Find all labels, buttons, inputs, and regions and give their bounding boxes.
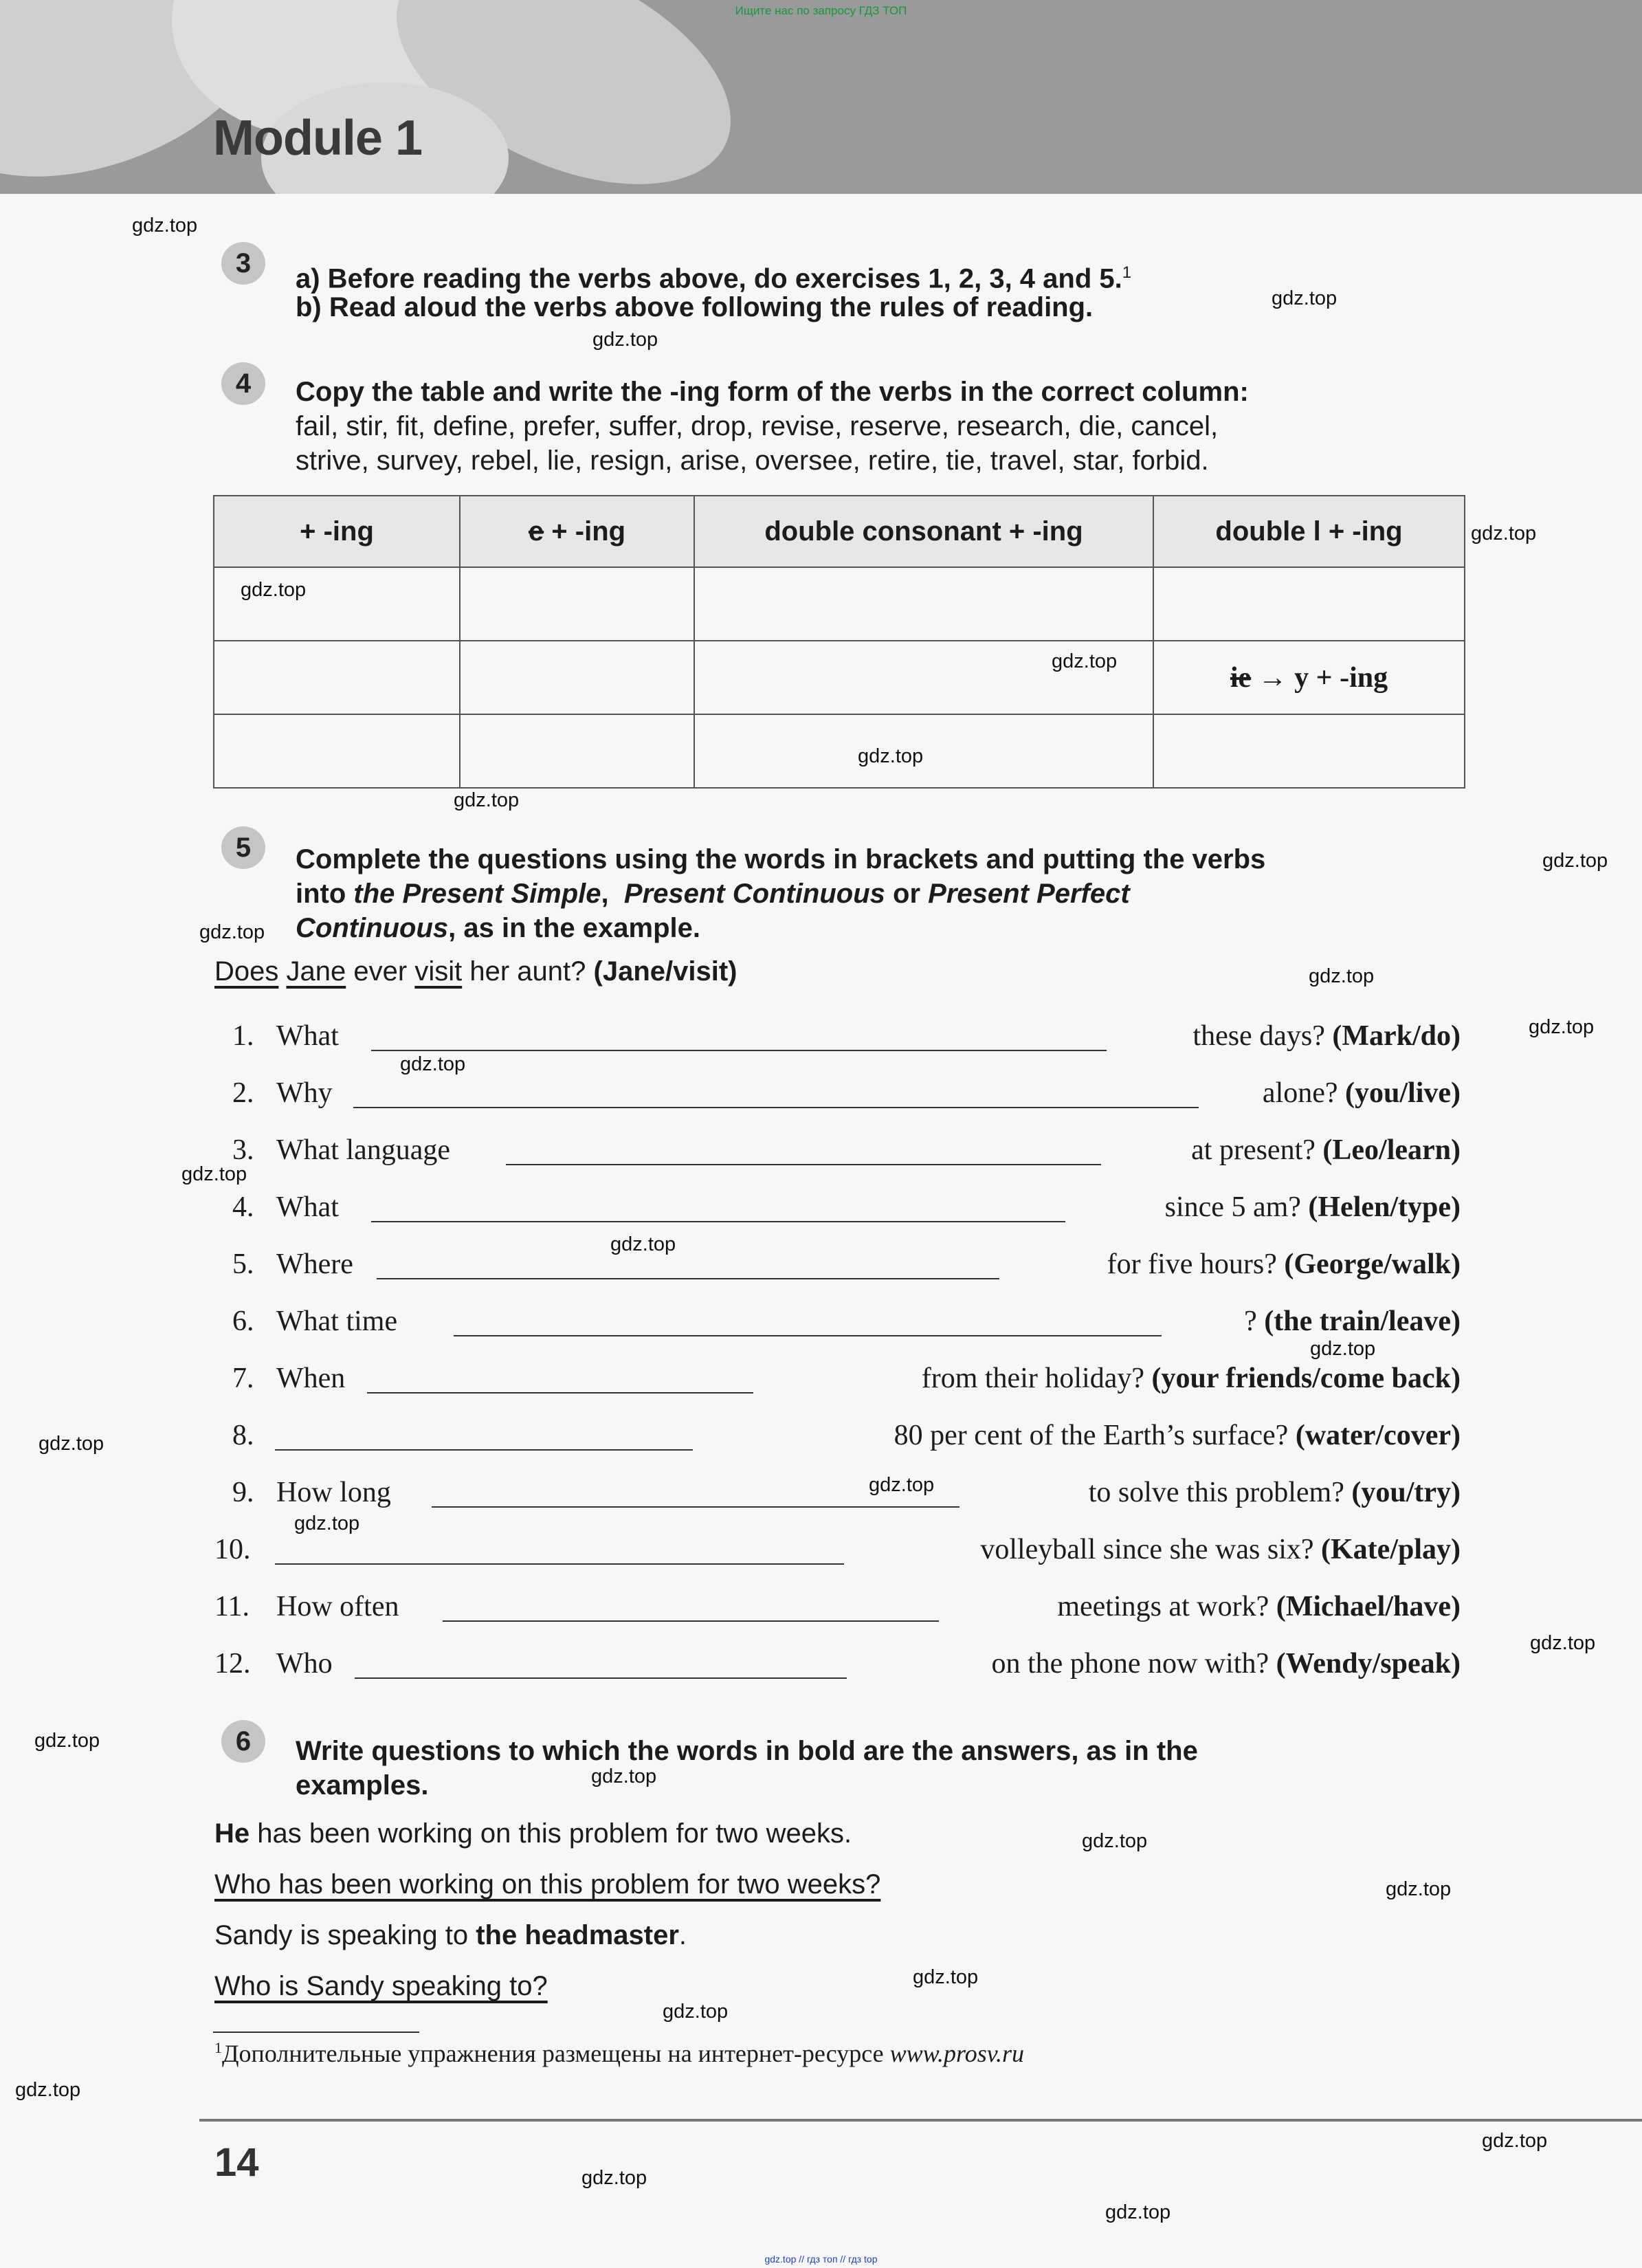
tense-continuous: Continuous	[296, 913, 449, 943]
question-end	[1107, 1248, 1461, 1281]
watermark: gdz.top	[663, 2001, 729, 2023]
watermark: gdz.top	[1386, 1878, 1452, 1900]
example-ever: ever	[353, 956, 408, 987]
footer-divider	[199, 2119, 1642, 2122]
watermark: gdz.top	[454, 789, 520, 811]
instruction-or: or	[885, 879, 929, 909]
question-hint: (water/cover)	[1295, 1420, 1461, 1451]
question-hint: (you/try)	[1351, 1477, 1461, 1508]
footnote-divider	[213, 2032, 419, 2033]
exercise-number-badge: 3	[221, 242, 265, 285]
exercise-number-badge: 4	[221, 362, 265, 405]
watermark: gdz.top	[858, 745, 924, 767]
table-cell	[214, 641, 460, 714]
watermark: gdz.top	[1052, 650, 1118, 672]
question-number: 8.	[232, 1420, 254, 1451]
column-header-plus-ing: + -ing	[214, 496, 460, 567]
question-end	[992, 1647, 1461, 1680]
question-start: What time	[276, 1306, 398, 1337]
watermark: gdz.top	[1105, 2201, 1171, 2223]
exercise-6-instruction-line2: examples.	[296, 1770, 429, 1801]
question-number: 12.	[214, 1648, 251, 1680]
question-hint: (Leo/learn)	[1322, 1134, 1461, 1166]
exercise-4-verb-list: fail, stir, fit, define, prefer, suffer, drop, revise, reserve, research, die, cancel,	[296, 411, 1219, 441]
strikethrough-e: e	[528, 516, 544, 547]
table-row	[214, 714, 1465, 788]
watermark: gdz.top	[132, 214, 198, 236]
ie-y-ing-rule: → y + -ing	[1251, 661, 1388, 694]
example-sentence-rest: has been working on this problem for two weeks.	[249, 1818, 852, 1849]
question-end-text: alone?	[1262, 1077, 1338, 1109]
watermark: gdz.top	[591, 1765, 657, 1787]
column-header-double-l: double l + -ing	[1153, 496, 1465, 567]
exercise-6-instruction-line1: Write questions to which the words in bold are the answers, as in the	[296, 1736, 1198, 1766]
watermark: gdz.top	[610, 1233, 676, 1255]
example-jane: Jane	[286, 956, 346, 987]
question-end	[1192, 1020, 1461, 1053]
watermark: gdz.top	[1530, 1632, 1596, 1654]
watermark: gdz.top	[199, 921, 265, 943]
footnote	[214, 2039, 1024, 2068]
watermark: gdz.top	[181, 1163, 247, 1185]
answer-blank[interactable]	[355, 1677, 847, 1679]
question-end-text: these days?	[1192, 1020, 1325, 1052]
watermark: gdz.top	[34, 1730, 100, 1752]
question-start: When	[276, 1363, 346, 1394]
table-cell	[460, 567, 694, 641]
question-end	[1191, 1134, 1461, 1167]
question-end-text: at present?	[1191, 1134, 1316, 1166]
footnote-link[interactable]: www.prosv.ru	[889, 2040, 1025, 2067]
question-start: Who	[276, 1648, 333, 1680]
question-end	[980, 1533, 1461, 1566]
answer-blank[interactable]	[275, 1563, 844, 1565]
question-end-text: from their holiday?	[921, 1363, 1144, 1394]
exercise-6-example-1	[214, 1816, 852, 1851]
tense-present-simple: the Present Simple	[353, 879, 601, 909]
question-end-text: for five hours?	[1107, 1248, 1277, 1280]
exercise-5-instruction-line3	[296, 911, 700, 945]
example-bold-phrase: the headmaster	[476, 1920, 679, 1950]
exercise-number-badge: 5	[221, 826, 265, 869]
module-title: Module 1	[213, 111, 423, 166]
question-end	[922, 1362, 1461, 1395]
table-cell	[1153, 567, 1465, 641]
question-hint: (Wendy/speak)	[1276, 1648, 1461, 1680]
exercise-6-example-2-answer: Who is Sandy speaking to?	[214, 1971, 548, 2001]
watermark: gdz.top	[1309, 965, 1375, 987]
question-hint: (Helen/type)	[1308, 1191, 1461, 1223]
question-number: 7.	[232, 1363, 254, 1394]
watermark: gdz.top	[1272, 287, 1338, 309]
question-start: How long	[276, 1477, 391, 1508]
answer-blank[interactable]	[371, 1221, 1065, 1222]
question-number: 1.	[232, 1020, 254, 1052]
answer-blank[interactable]	[367, 1392, 753, 1394]
example-does: Does	[214, 956, 279, 987]
exercise-5-instruction-line2: into the Present Simple, Present Continuous or Present Perfect	[296, 879, 1130, 909]
question-end	[1263, 1077, 1461, 1110]
question-number: 10.	[214, 1534, 251, 1565]
question-number: 6.	[232, 1306, 254, 1337]
watermark: gdz.top	[1471, 522, 1537, 544]
answer-blank[interactable]	[506, 1164, 1101, 1165]
question-end	[1165, 1191, 1461, 1224]
watermark: gdz.top	[1310, 1338, 1376, 1360]
question-start: What	[276, 1191, 339, 1223]
question-number: 9.	[232, 1477, 254, 1508]
watermark: gdz.top	[38, 1433, 104, 1455]
example-sentence-end: .	[678, 1920, 687, 1950]
footnote-number: 1	[214, 2039, 222, 2056]
example-hint: (Jane/visit)	[593, 956, 737, 987]
question-hint: (Mark/do)	[1332, 1020, 1461, 1052]
exercise-4-verb-list: strive, survey, rebel, lie, resign, arise, oversee, retire, tie, travel, star, forbid.	[296, 445, 1209, 476]
question-number: 4.	[232, 1191, 254, 1223]
site-banner[interactable]: Ищите нас по запросу ГДЗ ТОП	[735, 4, 907, 17]
watermark: gdz.top	[592, 329, 658, 351]
instruction-into: into	[296, 879, 354, 909]
tense-present-perfect: Present Perfect	[928, 879, 1130, 909]
table-cell	[214, 714, 460, 788]
watermark: gdz.top	[581, 2167, 647, 2189]
question-number: 11.	[214, 1591, 249, 1622]
exercise-6-example-1-answer: Who has been working on this problem for two weeks?	[214, 1869, 881, 1900]
question-number: 5.	[232, 1248, 254, 1280]
watermark: gdz.top	[241, 579, 307, 601]
page-number: 14	[214, 2140, 259, 2185]
watermark: gdz.top	[913, 1966, 979, 1988]
question-hint: (Michael/have)	[1276, 1591, 1461, 1622]
exercise-3-part-b: b) Read aloud the verbs above following the rules of reading.	[296, 292, 1094, 322]
table-cell-ie-y-ing	[1153, 641, 1465, 714]
footnote-text: Дополнительные упражнения размещены на интернет-ресурсе	[222, 2040, 890, 2067]
question-end	[894, 1419, 1461, 1452]
question-number: 2.	[232, 1077, 254, 1109]
question-start: How often	[276, 1591, 399, 1622]
answer-blank[interactable]	[454, 1335, 1162, 1336]
question-end-text: 80 per cent of the Earth’s surface?	[894, 1420, 1289, 1451]
question-end-text: on the phone now with?	[991, 1648, 1269, 1680]
question-end-text: meetings at work?	[1057, 1591, 1269, 1622]
question-end	[1057, 1590, 1461, 1623]
table-header-row	[214, 496, 1465, 567]
table-row	[214, 641, 1465, 714]
table-cell	[214, 567, 460, 641]
exercise-6-example-2	[214, 1918, 687, 1952]
strikethrough-ie: ie	[1230, 661, 1252, 694]
question-start: Where	[276, 1248, 353, 1280]
question-number: 3.	[232, 1134, 254, 1166]
watermark: gdz.top	[294, 1512, 360, 1534]
example-bold-word: He	[214, 1818, 250, 1849]
question-hint: (Kate/play)	[1321, 1534, 1461, 1565]
watermark: gdz.top	[400, 1053, 466, 1075]
question-end	[1089, 1476, 1461, 1509]
answer-blank[interactable]	[275, 1449, 693, 1451]
question-end-text: ?	[1244, 1306, 1257, 1337]
answer-blank[interactable]	[377, 1278, 999, 1279]
instruction-end: , as in the example.	[448, 913, 700, 943]
answer-blank[interactable]	[371, 1050, 1107, 1051]
question-end	[1244, 1305, 1461, 1338]
question-end-text: volleyball since she was six?	[980, 1534, 1314, 1565]
question-hint: (your friends/come back)	[1151, 1363, 1461, 1394]
question-start: Why	[276, 1077, 333, 1109]
exercise-4-instruction: Copy the table and write the -ing form of the verbs in the correct column:	[296, 377, 1249, 407]
exercise-5-example	[214, 954, 737, 989]
watermark: gdz.top	[1082, 1830, 1148, 1852]
answer-blank[interactable]	[353, 1107, 1199, 1108]
footnote-mark: 1	[1122, 263, 1132, 282]
example-sentence-start: Sandy is speaking to	[214, 1920, 476, 1950]
exercise-number-badge: 6	[221, 1720, 265, 1763]
question-end-text: to solve this problem?	[1088, 1477, 1344, 1508]
example-rest: her aunt?	[469, 956, 586, 987]
bottom-site-links[interactable]: gdz.top // гдз топ // гдз top	[764, 2254, 878, 2265]
watermark: gdz.top	[1482, 2130, 1548, 2152]
column-header-drop-e-suffix: + -ing	[544, 516, 626, 547]
question-start: What language	[276, 1134, 451, 1166]
ing-form-table	[213, 495, 1465, 789]
example-visit: visit	[414, 956, 463, 987]
table-cell	[694, 567, 1153, 641]
table-cell	[1153, 714, 1465, 788]
table-cell	[694, 714, 1153, 788]
watermark: gdz.top	[869, 1474, 935, 1496]
answer-blank[interactable]	[432, 1506, 959, 1508]
tense-present-continuous: Present Continuous	[623, 879, 885, 909]
watermark: gdz.top	[1529, 1016, 1595, 1038]
table-cell	[460, 714, 694, 788]
exercise-5-instruction-line1: Complete the questions using the words in brackets and putting the verbs	[296, 844, 1266, 874]
table-cell	[460, 641, 694, 714]
question-hint: (you/live)	[1345, 1077, 1461, 1109]
table-row	[214, 567, 1465, 641]
column-header-drop-e-ing	[460, 496, 694, 567]
watermark: gdz.top	[1542, 850, 1608, 872]
question-hint: (George/walk)	[1284, 1248, 1461, 1280]
exercise-3-part-a-text: a) Before reading the verbs above, do exercises 1, 2, 3, 4 and 5.	[296, 263, 1122, 294]
answer-blank[interactable]	[443, 1620, 939, 1622]
watermark: gdz.top	[15, 2079, 81, 2101]
question-end-text: since 5 am?	[1164, 1191, 1301, 1223]
column-header-double-consonant: double consonant + -ing	[694, 496, 1153, 567]
question-start: What	[276, 1020, 339, 1052]
question-hint: (the train/leave)	[1264, 1306, 1461, 1337]
table-cell	[694, 641, 1153, 714]
